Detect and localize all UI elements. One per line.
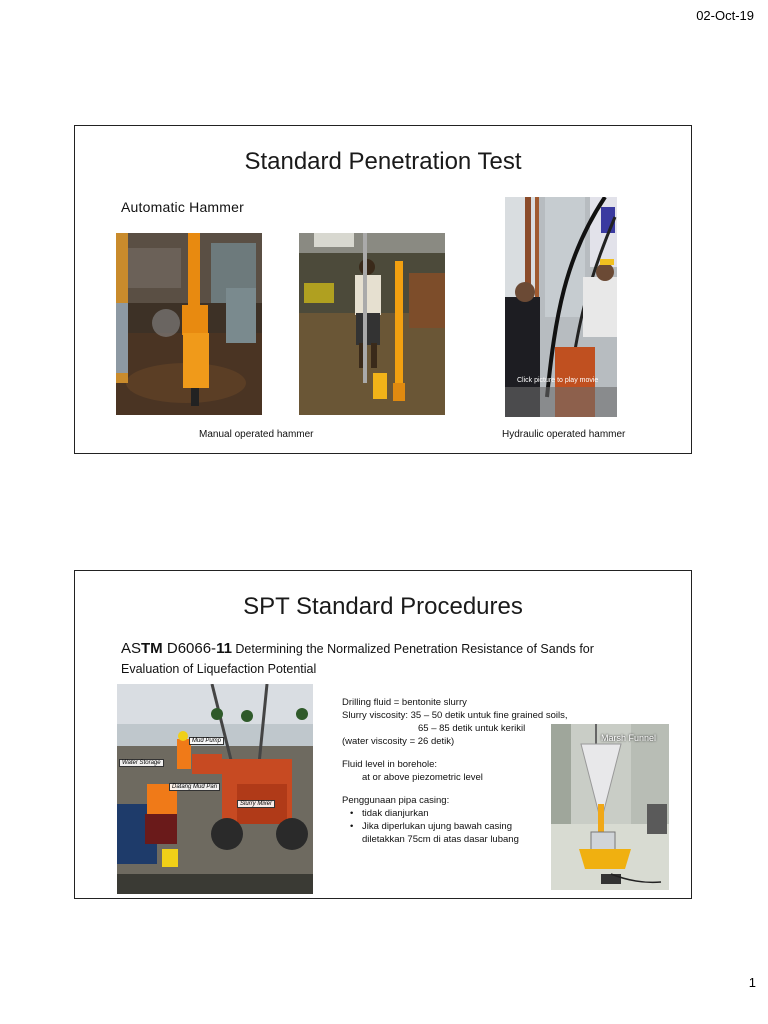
- bullet-if-needed-cont: diletakkan 75cm di atas dasar lubang: [362, 834, 519, 845]
- drilling-site-photo: [117, 684, 313, 894]
- slide-standard-penetration-test: [74, 125, 692, 454]
- automatic-hammer-heading: Automatic Hammer: [121, 199, 245, 215]
- note-water-viscosity: (water viscosity = 26 detik): [342, 736, 455, 747]
- astm-code-prefix: AS: [121, 640, 142, 657]
- handout-date: 02-Oct-19: [696, 8, 754, 23]
- slide1-title: Standard Penetration Test: [244, 148, 522, 175]
- slide-spt-standard-procedures: [74, 570, 692, 899]
- label-mud-pan: Datang Mud Pan: [169, 783, 220, 791]
- note-fluid-level: Fluid level in borehole:: [342, 759, 438, 770]
- marsh-funnel-label: Marsh Funnel: [601, 733, 657, 743]
- astm-reference: [121, 639, 651, 679]
- astm-code-tm: TM: [141, 640, 163, 657]
- astm-code-d: D: [162, 640, 178, 657]
- bullet-not-recommended: • tidak dianjurkan: [342, 807, 612, 820]
- slide2-title: SPT Standard Procedures: [243, 593, 523, 620]
- astm-description: Determining the Normalized Penetration Resistance of Sands for Evaluation of Liquefaction Potential: [121, 642, 594, 676]
- play-movie-hint[interactable]: Click picture to play movie: [517, 377, 599, 384]
- hydraulic-hammer-caption: Hydraulic operated hammer: [502, 429, 626, 440]
- manual-hammer-photo-1: [116, 233, 262, 415]
- astm-code-year: 11: [216, 640, 232, 657]
- marsh-funnel-photo: [551, 724, 669, 890]
- label-slurry-mixer: Slurry Mixer: [237, 800, 275, 808]
- note-fluid-level-detail: at or above piezometric level: [362, 772, 483, 783]
- astm-code-number: 6066-: [177, 640, 217, 657]
- bullet-if-needed: • Jika diperlukan ujung bawah casing: [342, 820, 612, 833]
- label-water-storage: Water Storage: [119, 759, 164, 767]
- page-number: 1: [748, 975, 756, 990]
- note-slurry-viscosity: Slurry viscosity: 35 – 50 detik untuk fine grained soils,: [342, 710, 568, 721]
- manual-hammer-caption: Manual operated hammer: [199, 429, 314, 440]
- note-drilling-fluid: Drilling fluid = bentonite slurry: [342, 697, 467, 708]
- label-mud-pump: Mud Pump: [189, 737, 224, 745]
- manual-hammer-photo-2: [299, 233, 445, 415]
- note-slurry-viscosity-gravel: 65 – 85 detik untuk kerikil: [418, 723, 526, 734]
- hydraulic-hammer-photo[interactable]: [505, 197, 617, 417]
- note-casing: Penggunaan pipa casing:: [342, 795, 450, 806]
